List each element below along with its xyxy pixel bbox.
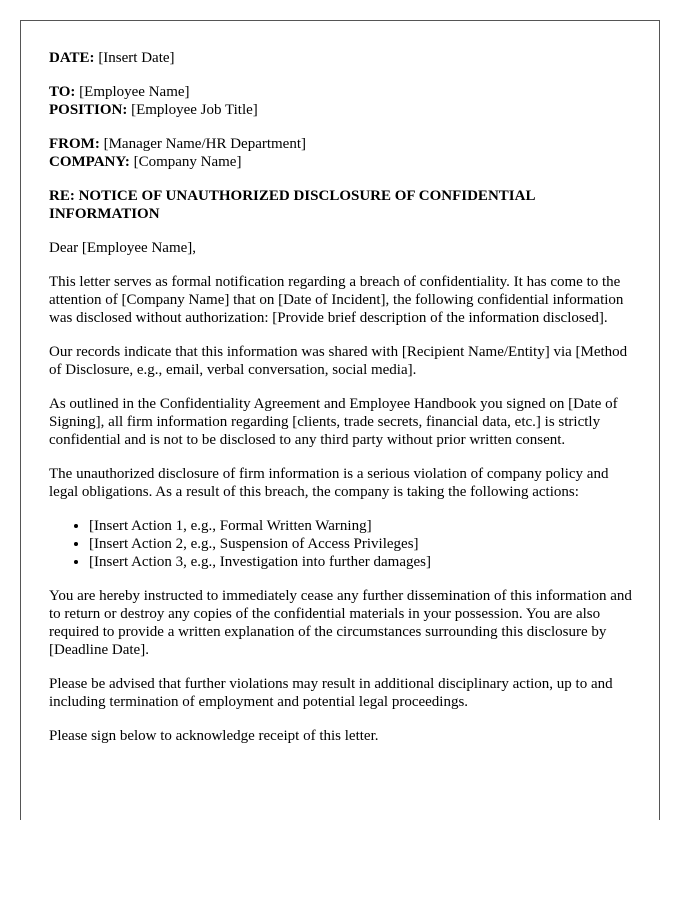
company-line	[49, 153, 632, 171]
sender-block	[49, 135, 632, 171]
letter-page	[20, 20, 660, 820]
paragraph-records: Our records indicate that this information was shared with [Recipient Name/Entity] via [Method of Disclosure, e.g., email, verbal conversation, social media].	[49, 344, 628, 378]
date-block	[49, 49, 632, 67]
salutation: Dear [Employee Name],	[49, 240, 197, 256]
position-value: [Employee Job Title]	[131, 102, 258, 118]
from-label: FROM:	[49, 136, 100, 152]
paragraph-notification: This letter serves as formal notification regarding a breach of confidentiality. It has come to the attention of [Company Name] that on [Date of Incident], the following confidential information was disclosed without authorization: [Provide brief description of the information disclosed].	[49, 274, 624, 326]
action-item: • [Insert Action 1, e.g., Formal Written Warning]	[89, 517, 632, 535]
paragraph-advisory: Please be advised that further violations may result in additional disciplinary action, up to and including termination of employment and potential legal proceedings.	[49, 676, 613, 710]
date-value: [Insert Date]	[98, 50, 175, 66]
paragraph-instructions: You are hereby instructed to immediately cease any further dissemination of this information and to return or destroy any copies of the confidential materials in your possession. You are also required to provide a written explanation of the circumstances surrounding this disclosure by [Deadline Date].	[49, 588, 632, 658]
company-label: COMPANY:	[49, 154, 130, 170]
subject-line: RE: NOTICE OF UNAUTHORIZED DISCLOSURE OF CONFIDENTIAL INFORMATION	[49, 188, 535, 222]
date-label: DATE:	[49, 50, 95, 66]
to-line	[49, 83, 632, 101]
paragraph-agreement: As outlined in the Confidentiality Agreement and Employee Handbook you signed on [Date of Signing], all firm information regarding [clients, trade secrets, financial data, etc.] is strictly confidential and is not to be disclosed to any third party without prior written consent.	[49, 396, 618, 448]
to-value: [Employee Name]	[79, 84, 190, 100]
position-label: POSITION:	[49, 102, 128, 118]
recipient-block	[49, 83, 632, 119]
paragraph-acknowledge: Please sign below to acknowledge receipt of this letter.	[49, 728, 379, 744]
from-line	[49, 135, 632, 153]
action-item: • [Insert Action 3, e.g., Investigation into further damages]	[89, 553, 632, 571]
action-item: • [Insert Action 2, e.g., Suspension of Access Privileges]	[89, 535, 632, 553]
position-line	[49, 101, 632, 119]
to-label: TO:	[49, 84, 76, 100]
paragraph-violation: The unauthorized disclosure of firm information is a serious violation of company policy and legal obligations. As a result of this breach, the company is taking the following actions:	[49, 466, 609, 500]
from-value: [Manager Name/HR Department]	[103, 136, 306, 152]
company-value: [Company Name]	[133, 154, 242, 170]
date-line	[49, 49, 632, 67]
actions-list	[49, 517, 632, 571]
